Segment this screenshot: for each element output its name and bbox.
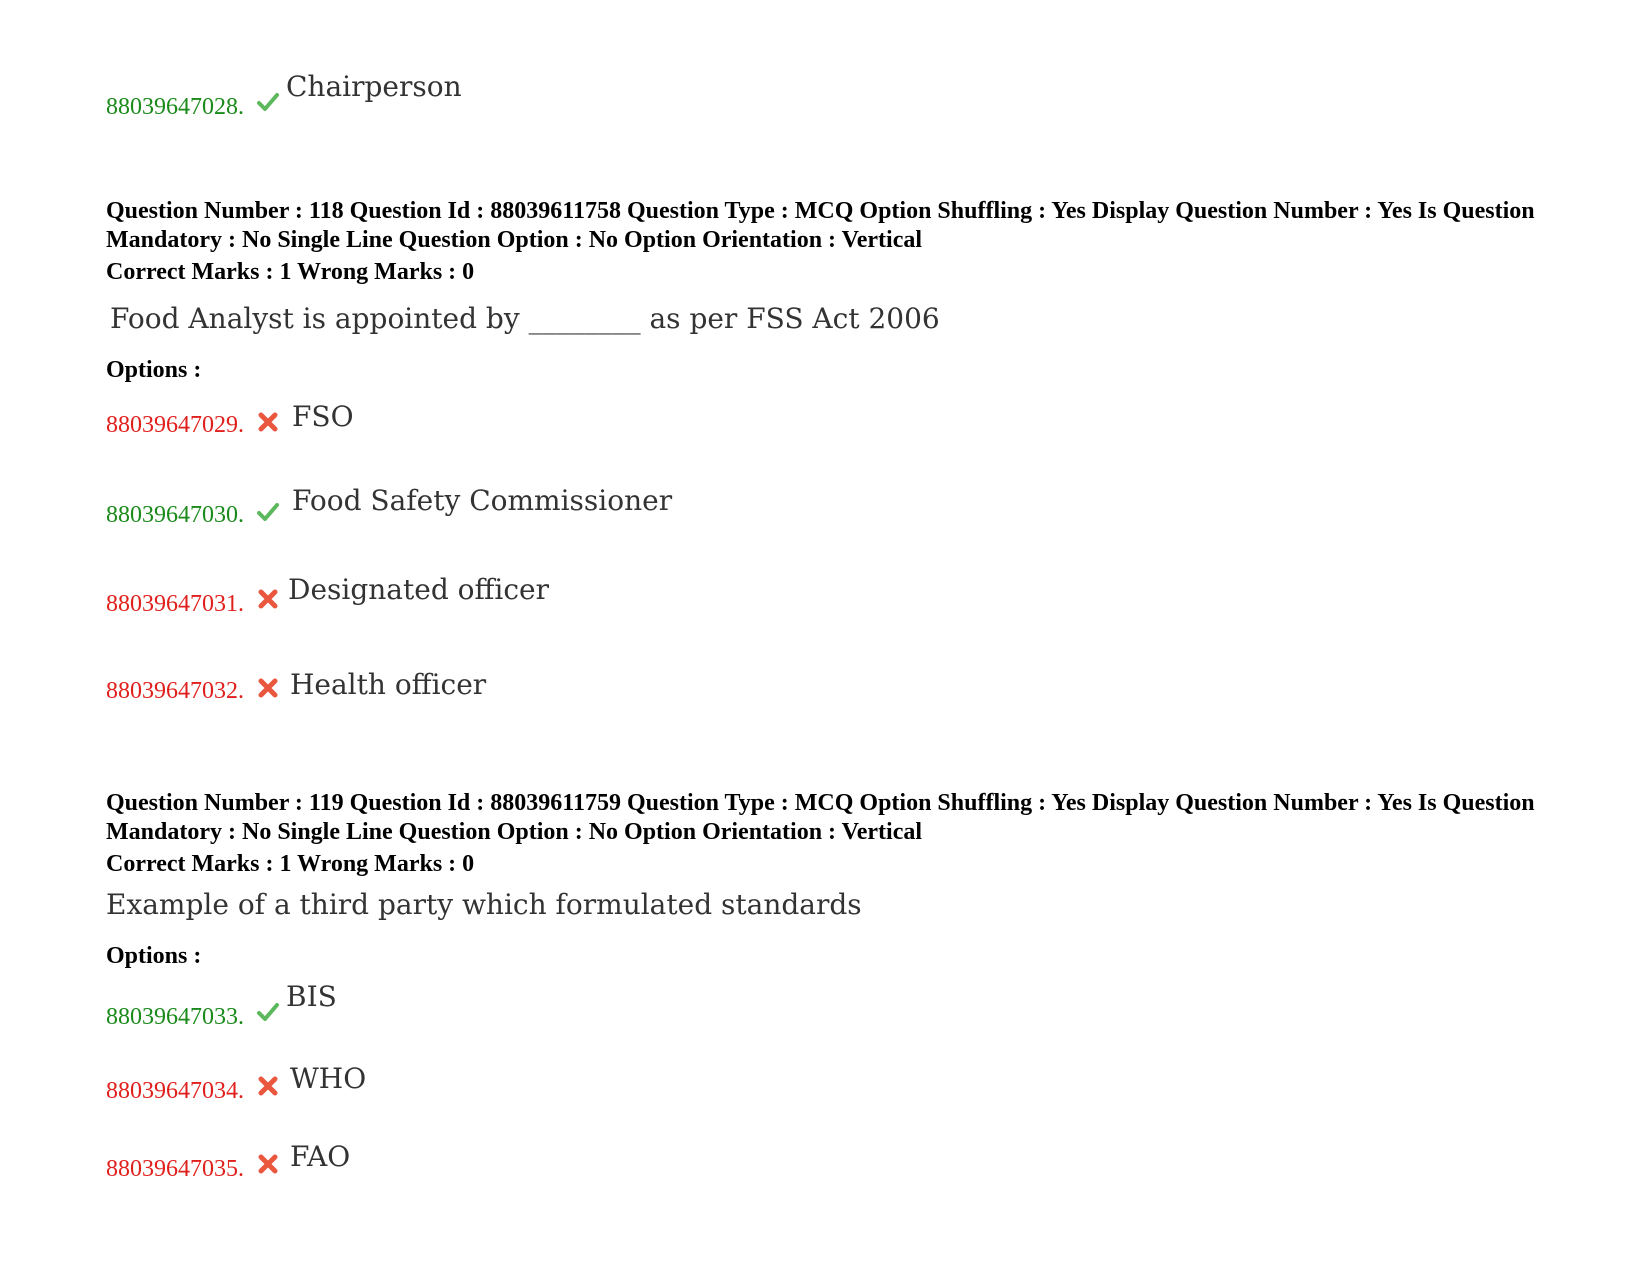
option-id: 88039647034. (106, 1078, 244, 1104)
cross-icon (256, 1074, 280, 1098)
option-text: Chairperson (286, 70, 462, 103)
options-label: Options : (106, 357, 202, 383)
option-text: FAO (290, 1140, 351, 1173)
cross-icon (256, 676, 280, 700)
option-text: BIS (286, 980, 337, 1013)
question-text: Example of a third party which formulated standards (106, 888, 862, 921)
option-id: 88039647030. (106, 502, 244, 528)
options-label: Options : (106, 943, 202, 969)
cross-icon (256, 587, 280, 611)
question-marks: Correct Marks : 1 Wrong Marks : 0 (106, 851, 475, 877)
option-text: Designated officer (288, 573, 549, 606)
option-id: 88039647035. (106, 1156, 244, 1182)
option-id: 88039647028. (106, 94, 244, 120)
check-icon (256, 500, 280, 524)
option-text: Health officer (290, 668, 487, 701)
option-id: 88039647032. (106, 678, 244, 704)
question-meta: Question Number : 119 Question Id : 88039611759 Question Type : MCQ Option Shuffling : Yes Display Question Number : Yes Is Question Mandatory : No Single Line Question Option : No Option Orientation : Vertical (106, 790, 1535, 845)
option-id: 88039647031. (106, 591, 244, 617)
question-text: Food Analyst is appointed by ________ as per FSS Act 2006 (110, 302, 940, 335)
question-marks: Correct Marks : 1 Wrong Marks : 0 (106, 259, 475, 285)
option-text: Food Safety Commissioner (292, 484, 673, 517)
cross-icon (256, 1152, 280, 1176)
option-text: WHO (290, 1062, 367, 1095)
check-icon (256, 90, 280, 114)
cross-icon (256, 410, 280, 434)
question-meta: Question Number : 118 Question Id : 88039611758 Question Type : MCQ Option Shuffling : Yes Display Question Number : Yes Is Question Mandatory : No Single Line Question Option : No Option Orientation : Vertical (106, 198, 1535, 253)
option-id: 88039647033. (106, 1004, 244, 1030)
option-text: FSO (292, 400, 354, 433)
option-id: 88039647029. (106, 412, 244, 438)
check-icon (256, 1000, 280, 1024)
